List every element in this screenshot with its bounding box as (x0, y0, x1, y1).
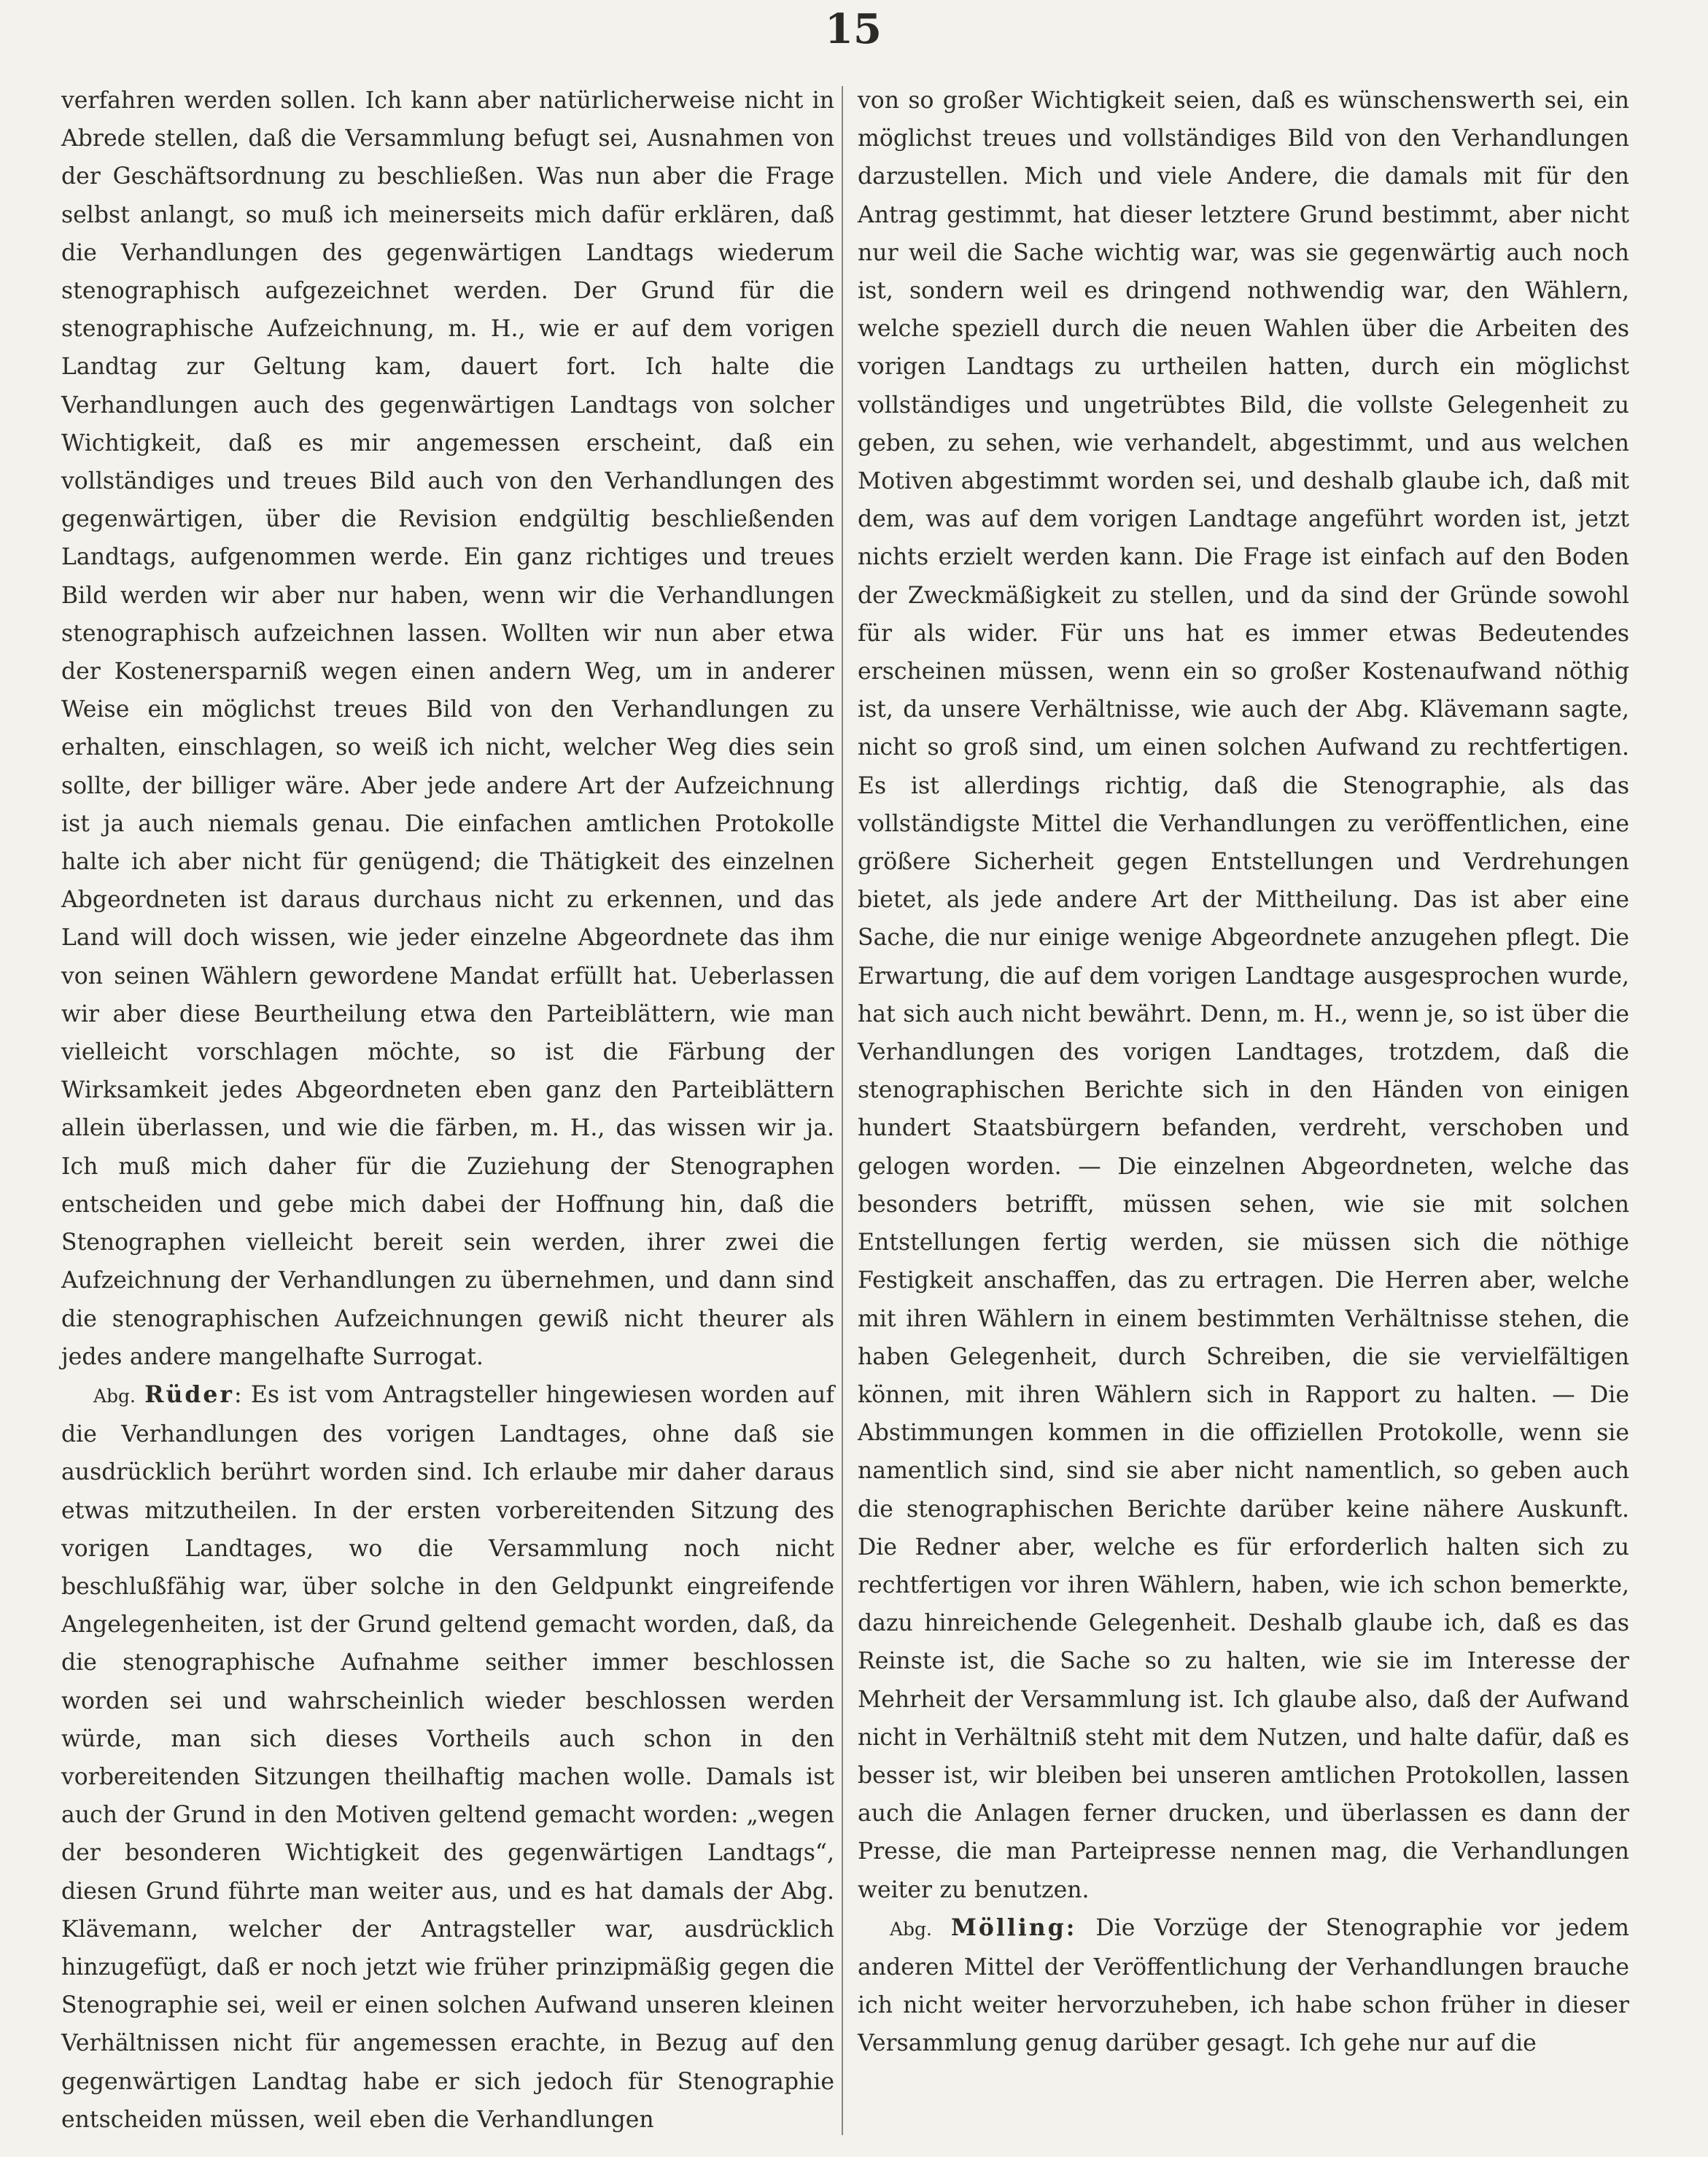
speech-text: : Es ist vom Antragsteller hingewiesen worden auf die Verhandlungen des vorigen Landtages, ohne daß sie ausdrücklich berührt worden sind. Ich erlaube mir daher daraus etwas mitzutheilen. In der ersten vorbereitenden Sitzung des vorigen Landtages, wo die Versammlung noch nicht beschlußfähig war, über solche in den Geldpunkt eingreifende Angelegenheiten, ist der Grund geltend gemacht worden, daß, da die stenographische Aufnahme seither immer beschlossen worden sei und wahrscheinlich wieder beschlossen werden würde, man sich dieses Vortheils auch schon in den vorbereitenden Sitzungen theilhaftig machen wolle. Damals ist auch der Grund in den Motiven geltend gemacht worden: „wegen der besonderen Wichtigkeit des gegenwärtigen Landtags“, diesen Grund führte man weiter aus, und es hat damals der Abg. Klävemann, welcher der Antragsteller war, ausdrücklich hinzugefügt, daß er noch jetzt wie früher prinzipmäßig gegen die Stenographie sei, weil er einen solchen Aufwand unseren kleinen Verhältnissen nicht für angemessen erachte, in Bezug auf den gegenwärtigen Landtag habe er sich jedoch für Stenographie entscheiden müssen, weil eben die Verhandlungen (61, 1381, 835, 2133)
paragraph-speech-moelling (858, 1909, 1629, 2063)
speech-text: Die Vorzüge der Stenographie vor jedem anderen Mittel der Veröffentlichung der Verhandlungen brauche ich nicht weiter hervorzuheben, ich habe schon früher in dieser Versammlung genug darüber gesagt. Ich gehe nur auf die (858, 1914, 1630, 2057)
speaker-name: Rüder (144, 1380, 235, 1408)
speaker-name: Mölling: (951, 1913, 1077, 1941)
paragraph-continued-speech: von so großer Wichtigkeit seien, daß es wünschenswerth sei, ein möglichst treues und vollständiges Bild von den Verhandlungen darzustellen. Mich und viele Andere, die damals mit für den Antrag gestimmt, hat dieser letztere Grund bestimmt, aber nicht nur weil die Sache wichtig war, was sie gegenwärtig auch noch ist, sondern weil es dringend nothwendig war, den Wählern, welche speziell durch die neuen Wahlen über die Arbeiten des vorigen Landtags zu urtheilen hatten, durch ein möglichst vollständiges und ungetrübtes Bild, die vollste Gelegenheit zu geben, zu sehen, wie verhandelt, abgestimmt, und aus welchen Motiven abgestimmt worden sei, und deshalb glaube ich, daß mit dem, was auf dem vorigen Landtage angeführt worden ist, jetzt nichts erzielt werden kann. Die Frage ist einfach auf den Boden der Zweckmäßigkeit zu stellen, und da sind der Gründe sowohl für als wider. Für uns hat es immer etwas Bedeutendes erscheinen müssen, wenn ein so großer Kostenaufwand nöthig ist, da unsere Verhältnisse, wie auch der Abg. Klävemann sagte, nicht so groß sind, um einen solchen Aufwand zu rechtfertigen. Es ist allerdings richtig, daß die Stenographie, als das vollständigste Mittel die Verhandlungen zu veröffentlichen, eine größere Sicherheit gegen Entstellungen und Verdrehungen bietet, als jede andere Art der Mittheilung. Das ist aber eine Sache, die nur einige wenige Abgeordnete anzugehen pflegt. Die Erwartung, die auf dem vorigen Landtage ausgesprochen wurde, hat sich auch nicht bewährt. Denn, m. H., wenn je, so ist über die Verhandlungen des vorigen Landtages, trotzdem, daß die stenographischen Berichte sich in den Händen von einigen hundert Staatsbürgern befanden, verdreht, verschoben und gelogen worden. — Die einzelnen Abgeordneten, welche das besonders betrifft, müssen sehen, wie sie mit solchen Entstellungen fertig werden, sie müssen sich die nöthige Festigkeit anschaffen, das zu ertragen. Die Herren aber, welche mit ihren Wählern in einem bestimmten Verhältnisse stehen, die haben Gelegenheit, durch Schreiben, die sie vervielfältigen können, mit ihren Wählern sich in Rapport zu halten. — Die Abstimmungen kommen in die offiziellen Protokolle, wenn sie namentlich sind, sind sie aber nicht namentlich, so geben auch die stenographischen Berichte darüber keine nähere Auskunft. Die Redner aber, welche es für erforderlich halten sich zu rechtfertigen vor ihren Wählern, haben, wie ich schon bemerkte, dazu hinreichende Gelegenheit. Deshalb glaube ich, daß es das Reinste ist, die Sache so zu halten, wie sie im Interesse der Mehrheit der Versammlung ist. Ich glaube also, daß der Aufwand nicht in Verhältniß steht mit dem Nutzen, und halte dafür, daß es besser ist, wir bleiben bei unseren amtlichen Protokollen, lassen auch die Anlagen ferner drucken, und überlassen es dann der Presse, die man Parteipresse nennen mag, die Verhandlungen weiter zu benutzen. (858, 88, 1629, 1903)
left-column (61, 82, 834, 2139)
page-number: 15 (825, 5, 882, 53)
paragraph-continued-speech: verfahren werden sollen. Ich kann aber natürlicherweise nicht in Abrede stellen, daß die Versammlung befugt sei, Ausnahmen von der Geschäftsordnung zu beschließen. Was nun aber die Frage selbst anlangt, so muß ich meinerseits mich dafür erklären, daß die Verhandlungen des gegenwärtigen Landtags wiederum stenographisch aufgezeichnet werden. Der Grund für die stenographische Aufzeichnung, m. H., wie er auf dem vorigen Landtag zur Geltung kam, dauert fort. Ich halte die Verhandlungen auch des gegenwärtigen Landtags von solcher Wichtigkeit, daß es mir angemessen erscheint, daß ein vollständiges und treues Bild auch von den Verhandlungen des gegenwärtigen, über die Revision endgültig beschließenden Landtags, aufgenommen werde. Ein ganz richtiges und treues Bild werden wir aber nur haben, wenn wir die Verhandlungen stenographisch aufzeichnen lassen. Wollten wir nun aber etwa der Kostenersparniß wegen einen andern Weg, um in anderer Weise ein möglichst treues Bild von den Verhandlungen zu erhalten, einschlagen, so weiß ich nicht, welcher Weg dies sein sollte, der billiger wäre. Aber jede andere Art der Aufzeichnung ist ja auch niemals genau. Die einfachen amtlichen Protokolle halte ich aber nicht für genügend; die Thätigkeit des einzelnen Abgeordneten ist daraus durchaus nicht zu erkennen, und das Land will doch wissen, wie jeder einzelne Abgeordnete das ihm von seinen Wählern gewordene Mandat erfüllt hat. Ueberlassen wir aber diese Beurtheilung etwa den Parteiblättern, wie man vielleicht vorschlagen möchte, so ist die Färbung der Wirksamkeit jedes Abgeordneten eben ganz den Parteiblättern allein überlassen, und wie die färben, m. H., das wissen wir ja. Ich muß mich daher für die Zuziehung der Stenographen entscheiden und gebe mich dabei der Hoffnung hin, daß die Stenographen vielleicht bereit sein werden, ihrer zwei die Aufzeichnung der Verhandlungen zu übernehmen, und dann sind die stenographischen Aufzeichnungen gewiß nicht theurer als jedes andere mangelhafte Surrogat. (61, 88, 834, 1370)
right-column (858, 82, 1629, 2063)
speaker-abbreviation: Abg. (890, 1918, 933, 1940)
column-divider (842, 86, 843, 2135)
paragraph-speech-rueder (61, 1376, 834, 2139)
speaker-abbreviation: Abg. (93, 1385, 136, 1407)
